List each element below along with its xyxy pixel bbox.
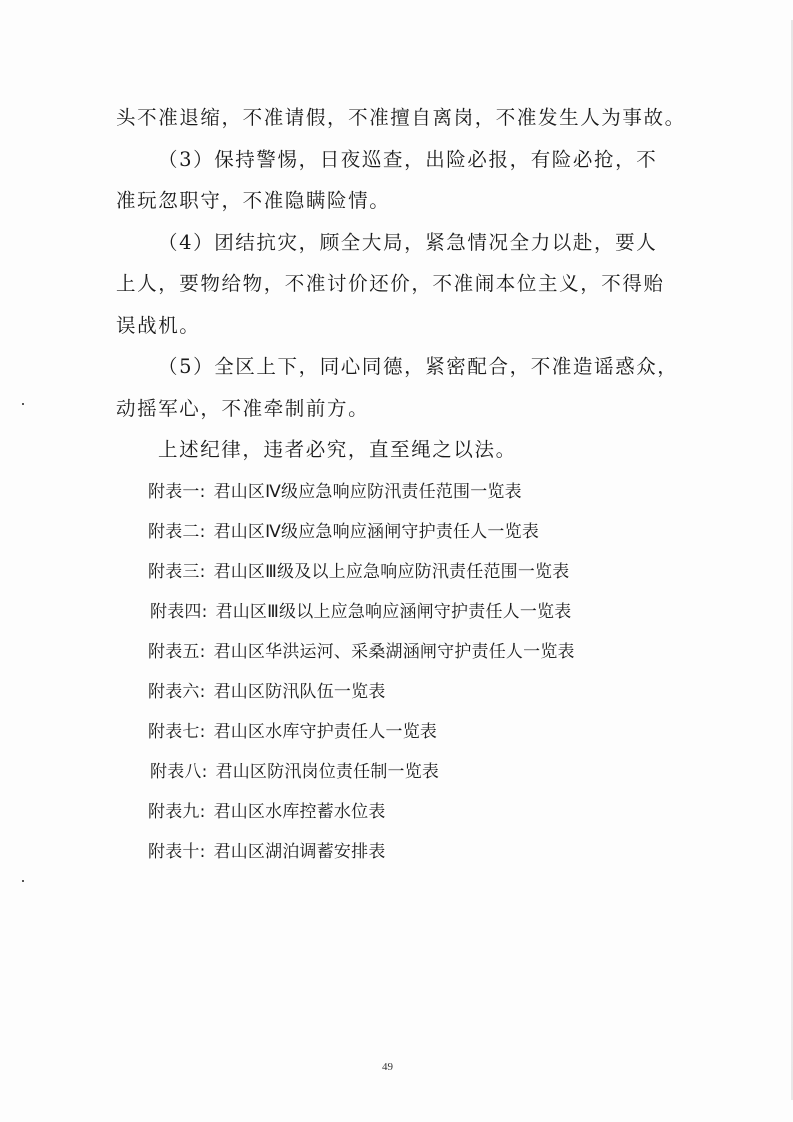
appendix-label: 附表八: <box>150 762 208 782</box>
paragraph-line: （4）团结抗灾，顾全大局，紧急情况全力以赴，要人 <box>158 231 658 254</box>
appendix-item <box>148 564 569 581</box>
appendix-title: 君山区防汛岗位责任制一览表 <box>215 762 440 782</box>
appendix-item <box>148 684 386 701</box>
appendix-title: 君山区Ⅲ级以上应急响应涵闸守护责任人一览表 <box>215 602 572 622</box>
scan-speck <box>22 403 24 405</box>
paragraph-line: 上述纪律，违者必究，直至绳之以法。 <box>158 438 517 461</box>
appendix-title: 君山区防汛队伍一览表 <box>213 682 386 702</box>
paragraph-line: 准玩忽职守，不准隐瞒险情。 <box>116 189 391 212</box>
appendix-item <box>148 844 386 861</box>
appendix-label: 附表七: <box>148 722 206 742</box>
appendix-item <box>148 804 386 821</box>
appendix-item <box>148 484 522 501</box>
appendix-label: 附表四: <box>150 602 208 622</box>
appendix-item <box>148 644 575 661</box>
appendix-title: 君山区Ⅳ级应急响应涵闸守护责任人一览表 <box>213 522 540 542</box>
appendix-title: 君山区Ⅲ级及以上应急响应防汛责任范围一览表 <box>213 562 570 582</box>
appendix-label: 附表十: <box>148 842 206 862</box>
paragraph-line: 动摇军心，不准牵制前方。 <box>116 397 370 420</box>
appendix-label: 附表六: <box>148 682 206 702</box>
appendix-title: 君山区Ⅳ级应急响应防汛责任范围一览表 <box>213 482 522 502</box>
appendix-label: 附表五: <box>148 642 206 662</box>
scan-speck <box>22 880 24 882</box>
paragraph-line: （5）全区上下，同心同德，紧密配合，不准造谣惑众， <box>158 355 679 378</box>
appendix-title: 君山区华洪运河、采桑湖涵闸守护责任人一览表 <box>213 642 575 662</box>
appendix-label: 附表九: <box>148 802 206 822</box>
paragraph-line: （3）保持警惕，日夜巡查，出险必报，有险必抢，不 <box>158 148 658 171</box>
appendix-item <box>150 604 571 621</box>
appendix-title: 君山区水库控蓄水位表 <box>213 802 386 822</box>
paragraph-line: 上人，要物给物，不准讨价还价，不准闹本位主义，不得贻 <box>116 272 665 295</box>
appendix-label: 附表三: <box>148 562 206 582</box>
appendix-item <box>148 524 539 541</box>
paragraph-line: 误战机。 <box>116 314 201 337</box>
paragraph-line: 头不准退缩，不准请假，不准擅自离岗，不准发生人为事故。 <box>116 106 686 129</box>
appendix-item <box>150 764 439 781</box>
appendix-title: 君山区湖泊调蓄安排表 <box>213 842 386 862</box>
appendix-label: 附表二: <box>148 522 206 542</box>
appendix-item <box>148 724 437 741</box>
appendix-title: 君山区水库守护责任人一览表 <box>213 722 438 742</box>
appendix-label: 附表一: <box>148 482 206 502</box>
page-number: 49 <box>382 1061 393 1073</box>
